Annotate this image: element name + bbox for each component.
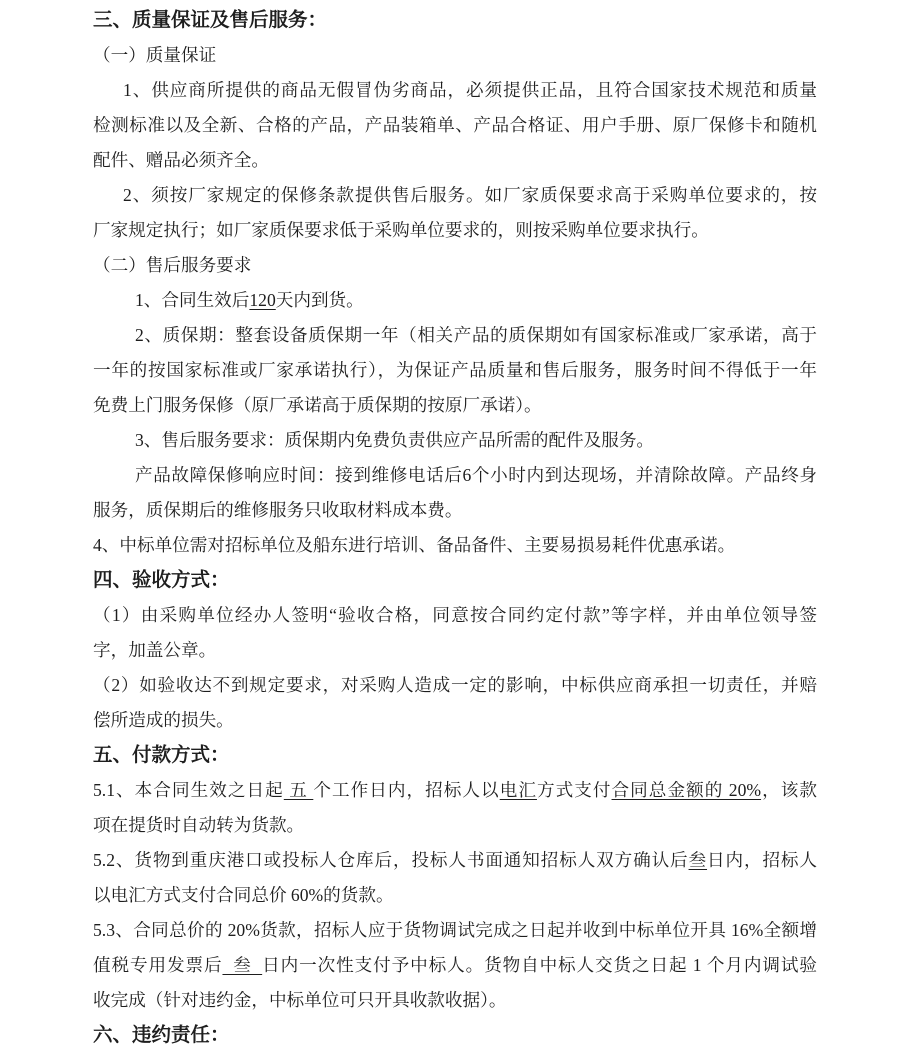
paragraph — [93, 598, 817, 668]
text-segment: 四、验收方式： — [93, 570, 230, 591]
text-segment: 字，加盖公章。 — [93, 640, 217, 660]
text-segment: 1、合同生效后 — [135, 290, 250, 310]
text-line — [93, 143, 817, 178]
text-line — [93, 423, 817, 458]
text-segment: 天内到货。 — [275, 290, 364, 310]
text-segment: 值税专用发票后 — [93, 955, 223, 975]
text-segment: 六、违约责任： — [93, 1025, 230, 1046]
text-line — [93, 38, 817, 73]
text-line — [93, 703, 817, 738]
text-segment: 4、中标单位需对招标单位及船东进行培训、备品备件、主要易损易耗件优惠承诺。 — [93, 535, 736, 555]
paragraph — [93, 843, 817, 913]
paragraph — [93, 668, 817, 738]
text-segment: 免费上门服务保修（原厂承诺高于质保期的按原厂承诺）。 — [93, 395, 542, 415]
text-line — [93, 528, 817, 563]
text-line — [93, 283, 817, 318]
text-segment: 以电汇方式支付合同总价 60%的货款。 — [93, 885, 394, 905]
text-segment: 三、质量保证及售后服务： — [93, 10, 328, 31]
paragraph — [93, 423, 817, 458]
text-segment: 5.2、货物到重庆港口或投标人仓库后，投标人书面通知招标人双方确认后 — [93, 850, 689, 870]
text-line — [93, 213, 817, 248]
text-line — [93, 458, 817, 493]
text-segment: （2）如验收达不到规定要求，对采购人造成一定的影响，中标供应商承担一切责任，并赔 — [93, 675, 817, 695]
paragraph — [93, 178, 817, 248]
text-segment: 方式支付 — [536, 780, 612, 800]
text-segment: 5.1、本合同生效之日起 — [93, 780, 284, 800]
underlined-text: 120 — [249, 290, 276, 310]
text-line — [93, 878, 817, 913]
text-segment: 厂家规定执行；如厂家质保要求低于采购单位要求的，则按采购单位要求执行。 — [93, 220, 709, 240]
text-line — [93, 73, 817, 108]
text-segment: （1）由采购单位经办人签明“验收合格，同意按合同约定付款”等字样，并由单位领导签 — [93, 605, 817, 625]
text-line — [93, 318, 817, 353]
text-segment: 五、付款方式： — [93, 745, 230, 766]
text-segment: 2、质保期：整套设备质保期一年（相关产品的质保期如有国家标准或厂家承诺，高于 — [135, 325, 817, 345]
text-segment: 项在提货时自动转为货款。 — [93, 815, 305, 835]
text-segment: ，该款 — [761, 780, 817, 800]
text-segment: 偿所造成的损失。 — [93, 710, 234, 730]
text-line — [93, 633, 817, 668]
text-segment: 5.3、合同总价的 20%货款，招标人应于货物调试完成之日起并收到中标单位开具 16%全额增 — [93, 920, 817, 940]
text-segment: 个工作日内，招标人以 — [313, 780, 500, 800]
paragraph — [93, 73, 817, 178]
section-heading — [93, 3, 817, 38]
text-line — [93, 948, 817, 983]
text-segment: 收完成（针对违约金，中标单位可只开具收款收据）。 — [93, 990, 507, 1010]
text-line — [93, 3, 817, 38]
paragraph — [93, 458, 817, 528]
text-line — [93, 108, 817, 143]
text-line — [93, 668, 817, 703]
text-segment: 日内，招标人 — [707, 850, 817, 870]
paragraph — [93, 318, 817, 423]
text-line — [93, 1018, 817, 1053]
text-line — [93, 598, 817, 633]
text-line — [93, 773, 817, 808]
text-line — [93, 738, 817, 773]
underlined-text: 合同总金额的 20% — [611, 780, 762, 800]
underlined-text: 电汇 — [499, 780, 537, 800]
text-segment: （一）质量保证 — [93, 45, 217, 65]
text-segment: 产品故障保修响应时间：接到维修电话后6个小时内到达现场，并清除故障。产品终身 — [135, 465, 817, 485]
text-line — [93, 353, 817, 388]
text-segment: 日内一次性支付予中标人。货物自中标人交货之日起 1 个月内调试验 — [262, 955, 817, 975]
paragraph — [93, 38, 817, 73]
paragraph — [93, 248, 817, 283]
underlined-text: 叁 — [688, 850, 708, 870]
text-line — [93, 248, 817, 283]
text-segment: 1、供应商所提供的商品无假冒伪劣商品，必须提供正品，且符合国家技术规范和质量 — [123, 80, 817, 100]
paragraph — [93, 913, 817, 1018]
text-line — [93, 808, 817, 843]
text-line — [93, 493, 817, 528]
underlined-text: 五 — [283, 780, 314, 800]
paragraph — [93, 283, 817, 318]
text-segment: 服务，质保期后的维修服务只收取材料成本费。 — [93, 500, 463, 520]
text-line — [93, 563, 817, 598]
text-segment: 配件、赠品必须齐全。 — [93, 150, 269, 170]
text-line — [93, 178, 817, 213]
paragraph — [93, 773, 817, 843]
section-heading — [93, 1018, 817, 1053]
paragraph — [93, 528, 817, 563]
section-heading — [93, 563, 817, 598]
text-segment: 2、须按厂家规定的保修条款提供售后服务。如厂家质保要求高于采购单位要求的，按 — [123, 185, 817, 205]
text-line — [93, 843, 817, 878]
text-segment: （二）售后服务要求 — [93, 255, 252, 275]
section-heading — [93, 738, 817, 773]
text-line — [93, 388, 817, 423]
text-segment: 检测标准以及全新、合格的产品，产品装箱单、产品合格证、用户手册、原厂保修卡和随机 — [93, 115, 817, 135]
text-line — [93, 983, 817, 1018]
text-segment: 一年的按国家标准或厂家承诺执行），为保证产品质量和售后服务，服务时间不得低于一年 — [93, 360, 817, 380]
text-segment: 3、售后服务要求：质保期内免费负责供应产品所需的配件及服务。 — [135, 430, 655, 450]
underlined-text: 叁 — [222, 955, 263, 975]
text-line — [93, 913, 817, 948]
